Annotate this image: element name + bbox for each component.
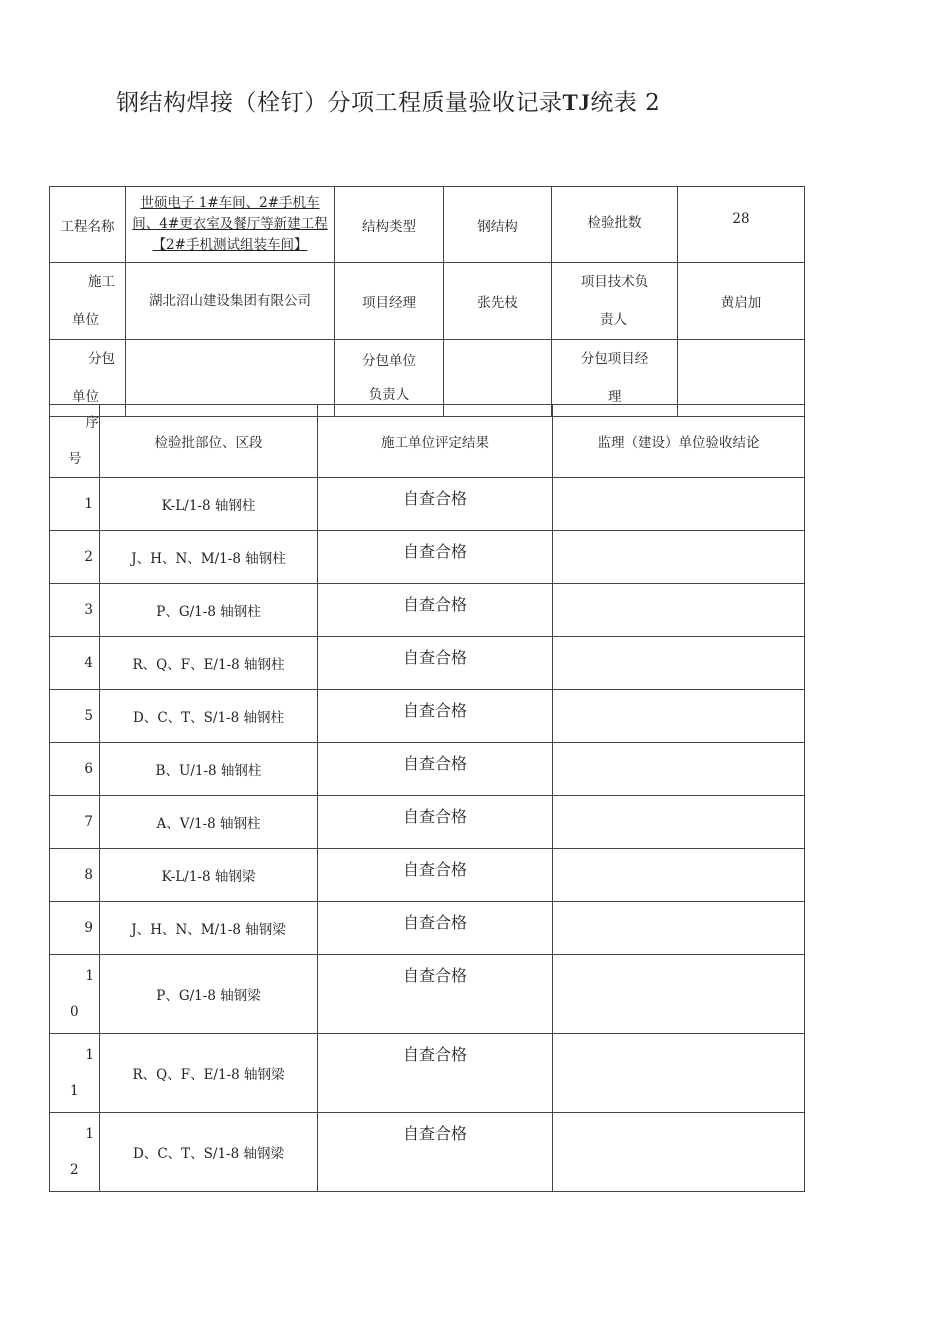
- seq-header-line2: 号: [68, 451, 82, 467]
- project-name-label: 工程名称: [50, 187, 126, 263]
- row-location: K-L/1-8 轴钢梁: [100, 849, 318, 902]
- table-row: [50, 849, 805, 902]
- row-location: B、U/1-8 轴钢柱: [100, 743, 318, 796]
- structure-type-label: 结构类型: [335, 187, 444, 263]
- tech-lead-value: 黄启加: [678, 263, 805, 340]
- row-conclusion: [553, 690, 805, 743]
- row-location: K-L/1-8 轴钢柱: [100, 478, 318, 531]
- table-row: [50, 955, 805, 1034]
- row-number: 7: [50, 796, 100, 849]
- row-number: [50, 1034, 100, 1113]
- project-name-value: 世硕电子 1#车间、2#手机车间、4#更衣室及餐厅等新建工程【2#手机测试组装车间】: [126, 187, 335, 263]
- title-code: TJ: [562, 90, 591, 115]
- table-row: [50, 584, 805, 637]
- title-main: 钢结构焊接（栓钉）分项工程质量验收记录: [116, 90, 563, 116]
- pm-value: 张先枝: [444, 263, 552, 340]
- row-number: 3: [50, 584, 100, 637]
- pm-label: 项目经理: [335, 263, 444, 340]
- table-row: [50, 902, 805, 955]
- tech-lead-label-line1: 项目技术负: [580, 274, 649, 290]
- tech-lead-label: [552, 263, 678, 340]
- row-result: 自查合格: [318, 531, 553, 584]
- row-result: 自查合格: [318, 955, 553, 1034]
- row-result: 自查合格: [318, 1034, 553, 1113]
- contractor-label-line1: 施工: [88, 274, 115, 290]
- row-number: 8: [50, 849, 100, 902]
- row-number-line2: 0: [70, 1004, 79, 1020]
- batch-count-label: 检验批数: [552, 187, 678, 263]
- row-conclusion: [553, 849, 805, 902]
- row-location: D、C、T、S/1-8 轴钢柱: [100, 690, 318, 743]
- row-number-line1: 1: [85, 1126, 94, 1142]
- row-number: 4: [50, 637, 100, 690]
- row-location: P、G/1-8 轴钢柱: [100, 584, 318, 637]
- row-number: 5: [50, 690, 100, 743]
- row-number-line1: 1: [85, 968, 94, 984]
- table-row: [50, 796, 805, 849]
- sub-label-line2: 单位: [72, 389, 99, 405]
- row-result: 自查合格: [318, 690, 553, 743]
- contractor-value: [126, 263, 335, 340]
- sub-label-line1: 分包: [88, 351, 115, 367]
- table-row: [50, 478, 805, 531]
- page-title: [116, 84, 660, 117]
- location-header: 检验批部位、区段: [100, 405, 318, 478]
- contractor-label-line2: 单位: [72, 312, 99, 328]
- row-conclusion: [553, 955, 805, 1034]
- row-location: P、G/1-8 轴钢梁: [100, 955, 318, 1034]
- row-number: 9: [50, 902, 100, 955]
- row-conclusion: [553, 1113, 805, 1192]
- structure-type-value: 钢结构: [444, 187, 552, 263]
- row-location: R、Q、F、E/1-8 轴钢梁: [100, 1034, 318, 1113]
- table-row: [50, 1113, 805, 1192]
- inspection-batch-table: [49, 404, 805, 1192]
- sub-lead-label-line1: 分包单位: [362, 353, 416, 369]
- table-row: [50, 690, 805, 743]
- supervisor-result-header: 监理（建设）单位验收结论: [553, 405, 805, 478]
- row-number: [50, 1113, 100, 1192]
- row-result: 自查合格: [318, 584, 553, 637]
- row-conclusion: [553, 796, 805, 849]
- seq-header: [50, 405, 100, 478]
- contractor-value-text: 湖北沼山建设集团有限公司: [149, 293, 311, 309]
- row-result: 自查合格: [318, 478, 553, 531]
- table-row: [50, 1034, 805, 1113]
- contractor-label: [50, 263, 126, 340]
- row-number-line2: 1: [70, 1083, 79, 1099]
- row-conclusion: [553, 584, 805, 637]
- row-result: 自查合格: [318, 637, 553, 690]
- row-location: J、H、N、M/1-8 轴钢梁: [100, 902, 318, 955]
- table-row: [50, 531, 805, 584]
- row-result: 自查合格: [318, 849, 553, 902]
- sub-pm-label-line1: 分包项目经: [580, 351, 649, 367]
- row-conclusion: [553, 743, 805, 796]
- project-info-table: [49, 186, 805, 417]
- row-number: 6: [50, 743, 100, 796]
- row-result: 自查合格: [318, 796, 553, 849]
- row-location: R、Q、F、E/1-8 轴钢柱: [100, 637, 318, 690]
- sub-lead-label-line2: 负责人: [368, 387, 410, 403]
- row-location: D、C、T、S/1-8 轴钢梁: [100, 1113, 318, 1192]
- row-conclusion: [553, 1034, 805, 1113]
- row-number-line2: 2: [70, 1162, 79, 1178]
- sub-pm-label-line2: 理: [608, 389, 622, 405]
- row-result: 自查合格: [318, 1113, 553, 1192]
- row-conclusion: [553, 902, 805, 955]
- contractor-result-header: 施工单位评定结果: [318, 405, 553, 478]
- row-location: J、H、N、M/1-8 轴钢柱: [100, 531, 318, 584]
- row-number: 1: [50, 478, 100, 531]
- row-result: 自查合格: [318, 902, 553, 955]
- row-number: [50, 955, 100, 1034]
- tech-lead-label-line2: 责人: [600, 312, 627, 328]
- table-row: [50, 637, 805, 690]
- row-location: A、V/1-8 轴钢柱: [100, 796, 318, 849]
- row-result: 自查合格: [318, 743, 553, 796]
- title-suffix: 统表 2: [590, 90, 661, 116]
- row-conclusion: [553, 531, 805, 584]
- batch-count-value: 28: [678, 187, 805, 263]
- row-number: 2: [50, 531, 100, 584]
- row-conclusion: [553, 637, 805, 690]
- seq-header-line1: 序: [85, 415, 99, 431]
- table-row: [50, 743, 805, 796]
- row-number-line1: 1: [85, 1047, 94, 1063]
- row-conclusion: [553, 478, 805, 531]
